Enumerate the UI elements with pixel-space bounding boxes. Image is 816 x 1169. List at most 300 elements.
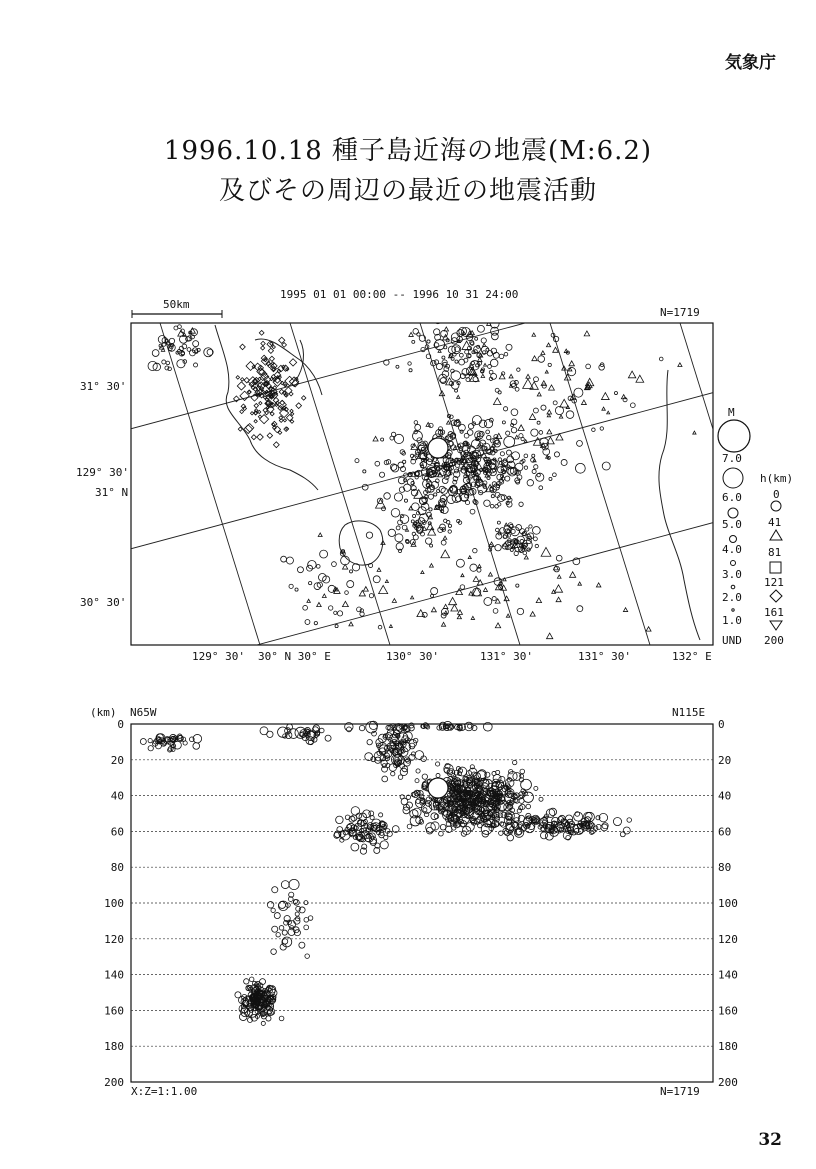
hypocenter — [351, 815, 357, 821]
hypocenter — [276, 933, 280, 937]
epicenter — [503, 407, 507, 411]
legend-m3-symbol — [731, 561, 736, 566]
epicenter — [431, 594, 434, 597]
hypocenter — [539, 797, 543, 801]
epicenter — [451, 333, 460, 342]
epicenter — [539, 486, 543, 490]
depth-tick-right: 200 — [718, 1076, 738, 1089]
epicenter — [384, 493, 391, 500]
epicenter — [527, 480, 533, 486]
legend-m-5: 3.0 — [722, 568, 742, 581]
epicenter — [352, 564, 359, 571]
epicenter — [490, 319, 499, 328]
epicenter — [187, 348, 191, 352]
hypocenter — [507, 834, 514, 841]
legend-h121-symbol — [770, 590, 782, 602]
epicenter — [429, 508, 432, 511]
epicenter — [436, 363, 442, 369]
epicenter — [531, 429, 538, 436]
hypocenter — [351, 807, 360, 816]
hypocenter — [520, 769, 525, 774]
epicenter — [477, 325, 484, 332]
epicenter — [545, 370, 548, 373]
hypocenter — [436, 773, 440, 777]
epicenter — [476, 364, 479, 367]
depth-tick-left: 80 — [110, 861, 124, 875]
hypocenter — [620, 832, 625, 837]
epicenter — [511, 529, 515, 533]
hypocenter — [351, 843, 359, 851]
legend-m4-symbol — [730, 536, 737, 543]
hypocenter — [423, 808, 427, 812]
epicenter — [427, 340, 430, 343]
epicenter — [581, 400, 586, 404]
lon-label-4: 131° 30' — [480, 650, 533, 663]
epicenter — [318, 533, 322, 537]
epicenter — [577, 440, 583, 446]
epicenter — [261, 346, 265, 350]
hypocenter — [267, 902, 274, 909]
section-left-dir: N65W — [130, 706, 157, 719]
epicenter — [404, 499, 407, 502]
epicenter — [519, 502, 523, 506]
epicenter — [533, 537, 537, 541]
epicenter — [379, 472, 384, 477]
map-epicenters — [148, 316, 696, 639]
epicenter — [483, 588, 487, 592]
epicenter — [381, 438, 384, 441]
hypocenter — [435, 762, 439, 766]
hypocenter — [261, 1021, 265, 1025]
epicenter — [240, 410, 244, 414]
epicenter — [449, 597, 457, 604]
epicenter — [511, 427, 517, 433]
epicenter — [178, 325, 182, 329]
epicenter — [305, 620, 310, 625]
epicenter — [286, 557, 293, 564]
epicenter — [499, 354, 504, 359]
hypocenter — [372, 731, 377, 736]
epicenter — [415, 424, 421, 430]
epicenter — [451, 338, 457, 344]
epicenter — [599, 364, 605, 370]
hypocenter — [540, 832, 547, 839]
epicenter — [258, 415, 261, 418]
epicenter — [345, 591, 349, 595]
epicenter — [475, 337, 478, 340]
hypocenter — [482, 830, 489, 837]
epicenter — [470, 564, 477, 571]
epicenter — [328, 606, 332, 610]
hypocenter — [623, 827, 630, 834]
epicenter — [559, 415, 563, 418]
epicenter — [504, 436, 515, 447]
epicenter — [468, 556, 471, 559]
depth-tick-right: 60 — [718, 825, 732, 839]
depth-tick-left: 120 — [104, 932, 124, 946]
epicenter — [659, 357, 663, 361]
epicenter — [524, 440, 527, 443]
epicenter — [405, 528, 408, 531]
epicenter — [602, 407, 605, 410]
hypocenter — [308, 916, 313, 921]
epicenter — [584, 331, 589, 336]
hypocenter — [365, 753, 373, 761]
hypocenter — [260, 727, 268, 735]
legend-m-6: 2.0 — [722, 591, 742, 604]
epicenter — [451, 371, 461, 381]
epicenter — [498, 391, 501, 394]
hypocenter — [513, 760, 517, 764]
hypocenter — [271, 949, 277, 955]
epicenter — [426, 422, 430, 426]
epicenter — [570, 572, 576, 578]
epicenter — [628, 371, 635, 378]
hypocenter — [287, 724, 293, 730]
hypocenter — [251, 1014, 258, 1021]
epicenter — [600, 427, 603, 430]
epicenter — [395, 534, 403, 542]
epicenter — [537, 421, 540, 424]
legend-m-title: M — [728, 406, 735, 419]
epicenter — [467, 430, 473, 436]
legend-m2-symbol — [731, 585, 735, 589]
depth-tick-right: 0 — [718, 718, 725, 731]
epicenter — [468, 424, 473, 429]
epicenter — [413, 514, 416, 517]
epicenter — [409, 332, 413, 336]
epicenter — [398, 477, 405, 484]
mainshock-marker — [428, 438, 448, 458]
epicenter — [289, 584, 293, 588]
lon-label-6: 132° E — [672, 650, 712, 663]
epicenter — [556, 597, 561, 602]
epicenter — [518, 425, 524, 431]
epicenter — [257, 434, 264, 441]
title-line-2: 及びその周辺の最近の地震活動 — [218, 176, 597, 206]
epicenter — [334, 611, 337, 614]
epicenter — [457, 615, 461, 619]
epicenter — [267, 433, 272, 438]
epicenter — [421, 571, 424, 574]
epicenter — [553, 401, 557, 405]
epicenter — [541, 381, 546, 386]
epicenter — [389, 625, 392, 628]
epicenter — [553, 473, 557, 477]
hypocenter — [466, 823, 474, 831]
epicenter — [566, 411, 574, 419]
epicenter — [678, 363, 682, 367]
epicenter — [495, 544, 501, 550]
epicenter — [443, 536, 447, 539]
hypocenter — [148, 746, 153, 751]
epicenter — [502, 421, 505, 424]
epicenter — [541, 405, 546, 410]
epicenter — [483, 343, 486, 346]
epicenter — [441, 488, 448, 495]
epicenter — [493, 352, 499, 358]
epicenter — [504, 352, 508, 356]
epicenter — [448, 530, 451, 533]
depth-tick-left: 180 — [104, 1040, 124, 1054]
epicenter — [363, 470, 366, 473]
epicenter — [240, 344, 246, 350]
epicenter — [541, 351, 545, 355]
depth-tick-right: 120 — [718, 932, 738, 946]
epicenter — [409, 369, 412, 372]
epicenter — [194, 363, 198, 367]
epicenter — [469, 592, 473, 596]
hypocenter — [382, 766, 388, 772]
epicenter — [379, 585, 388, 593]
epicenter — [166, 361, 170, 365]
epicenter — [259, 330, 264, 335]
epicenter — [491, 495, 494, 498]
epicenter — [251, 435, 256, 440]
epicenter — [412, 340, 415, 343]
epicenter — [498, 458, 502, 462]
epicenter — [347, 581, 354, 588]
epicenter — [366, 532, 372, 538]
title-line-1: 1996.10.18 種子島近海の地震(M:6.2) — [163, 136, 653, 166]
hypocenter — [281, 881, 289, 889]
epicenter — [264, 358, 267, 361]
hypocenter — [282, 930, 287, 935]
hypocenter — [282, 939, 287, 944]
hypocenter — [574, 812, 583, 821]
hypocenter — [402, 766, 408, 772]
epicenter — [451, 357, 454, 360]
lat-label-4: 30° 30' — [80, 596, 127, 609]
epicenter — [511, 409, 518, 416]
legend-m7-symbol — [718, 420, 750, 452]
hypocenter — [304, 925, 309, 930]
epicenter — [455, 389, 458, 392]
epicenter — [273, 442, 279, 448]
coastlines — [215, 325, 700, 640]
epicenter — [269, 356, 274, 361]
epicenter — [575, 463, 585, 473]
epicenter — [303, 605, 308, 610]
epicenter — [457, 395, 460, 398]
epicenter — [574, 388, 583, 397]
epicenter — [549, 385, 555, 390]
epicenter — [484, 363, 487, 366]
epicenter — [455, 360, 458, 363]
legend-h-title: h(km) — [760, 472, 794, 485]
epicenter — [417, 333, 420, 336]
epicenter — [487, 435, 491, 439]
epicenter — [554, 452, 559, 457]
epicenter — [524, 555, 528, 559]
hypocenter — [382, 776, 388, 782]
epicenter — [490, 359, 498, 367]
epicenter — [441, 622, 445, 626]
epicenter — [411, 520, 414, 523]
epicenter — [517, 368, 520, 371]
epicenter — [601, 393, 609, 400]
grid-line — [550, 323, 650, 645]
epicenter — [537, 392, 541, 396]
epicenter — [237, 382, 245, 390]
epicenter — [532, 333, 536, 336]
epicenter — [465, 350, 469, 354]
hypocenter — [468, 724, 472, 728]
lon-label-5: 131° 30' — [578, 650, 631, 663]
epicenter — [537, 473, 540, 476]
epicenter — [519, 434, 523, 438]
hypocenter — [279, 926, 284, 931]
epicenter — [430, 544, 433, 547]
epicenter — [290, 409, 293, 412]
depth-tick-left: 140 — [104, 968, 124, 982]
epicenter — [567, 367, 575, 375]
epicenter — [297, 567, 303, 573]
epicenter — [429, 564, 433, 568]
epicenter — [524, 454, 528, 458]
hypocenter — [415, 751, 424, 760]
epicenter — [308, 560, 317, 569]
hypocenter — [546, 809, 555, 818]
section-right-dir: N115E — [672, 706, 706, 719]
hypocenter — [596, 824, 601, 829]
epicenter — [460, 585, 465, 590]
epicenter — [317, 582, 322, 587]
epicenter — [547, 633, 553, 639]
epicenter — [546, 343, 550, 347]
epicenter — [349, 622, 353, 626]
epicenter — [500, 452, 504, 456]
hypocenter — [416, 769, 420, 773]
epicenter — [236, 376, 240, 380]
epicenter — [534, 465, 538, 469]
epicenter — [516, 584, 519, 587]
epicenter — [404, 484, 411, 491]
epicenter — [569, 361, 574, 366]
epicenter — [473, 548, 477, 552]
legend-h41-symbol — [770, 530, 782, 540]
map-frame — [131, 323, 713, 645]
legend-m5-symbol — [728, 508, 738, 518]
epicenter — [369, 594, 373, 598]
epicenter — [555, 406, 563, 414]
legend-h-2: 41 — [768, 516, 782, 529]
epicenter — [523, 551, 527, 555]
epicenter — [388, 529, 395, 536]
epicenter — [602, 462, 610, 470]
hypocenter — [424, 812, 429, 817]
legend-h-6: 200 — [764, 634, 784, 647]
hypocenter — [325, 735, 331, 741]
epicenter — [447, 495, 455, 503]
depth-tick-left: 60 — [110, 825, 124, 839]
epicenter — [470, 509, 475, 514]
legend — [718, 406, 793, 647]
depth-tick-left: 200 — [104, 1076, 124, 1089]
depth-tick-left: 20 — [110, 753, 124, 767]
depth-tick-left: 160 — [104, 1004, 124, 1018]
epicenter — [283, 419, 286, 422]
epicenter — [281, 556, 287, 562]
legend-m-2: 6.0 — [722, 491, 742, 504]
hypocenter — [336, 816, 344, 824]
epicenter — [529, 414, 535, 420]
hypocenter — [369, 811, 374, 816]
hypocenter — [235, 992, 241, 998]
hypocenter — [521, 779, 532, 790]
epicenter — [289, 359, 296, 366]
epicenter — [411, 486, 416, 491]
hypocenter — [380, 841, 388, 849]
epicenter — [391, 508, 400, 517]
epicenter — [492, 597, 496, 601]
epicenter — [538, 356, 545, 363]
epicenter — [492, 333, 499, 340]
legend-h-5: 161 — [764, 606, 784, 619]
epicenter — [535, 544, 538, 547]
hypocenter — [266, 1016, 271, 1021]
epicenter — [473, 576, 479, 581]
epicenter — [484, 419, 492, 427]
epicenter — [428, 528, 436, 535]
epicenter — [431, 588, 438, 595]
epicenter — [506, 614, 510, 617]
lon-label-3: 130° 30' — [386, 650, 439, 663]
hypocenter — [294, 899, 300, 905]
epicenter — [337, 611, 342, 616]
epicenter — [316, 565, 320, 569]
epicenter — [442, 356, 445, 359]
epicenter — [693, 431, 696, 434]
epicenter — [549, 477, 552, 480]
legend-h-4: 121 — [764, 576, 784, 589]
epicenter — [468, 354, 471, 357]
hypocenter — [384, 835, 388, 839]
epicenter — [427, 523, 434, 529]
epicenter — [268, 364, 272, 368]
hypocenter — [422, 774, 427, 779]
hypocenter — [515, 799, 519, 803]
epicenter — [460, 430, 463, 433]
epicenter — [515, 435, 519, 439]
epicenter — [547, 410, 552, 414]
epicenter — [554, 585, 562, 592]
epicenter — [532, 469, 536, 473]
epicenter — [481, 338, 486, 343]
epicenter — [443, 604, 448, 608]
hypocenter — [278, 901, 288, 911]
depth-tick-right: 160 — [718, 1004, 738, 1018]
epicenter — [459, 353, 463, 357]
epicenter — [529, 525, 532, 528]
epicenter — [431, 607, 436, 611]
depth-ticks-right — [718, 718, 738, 1089]
depth-tick-left: 40 — [110, 789, 124, 803]
lon-label-1: 129° 30' — [192, 650, 245, 663]
epicenter — [169, 338, 174, 343]
hypocenter — [369, 721, 377, 729]
epicenter — [375, 461, 380, 466]
scale-label: 50km — [163, 298, 190, 311]
epicenter — [254, 420, 257, 423]
epicenter — [511, 419, 517, 425]
hypocenters — [140, 721, 631, 1025]
epicenter — [533, 527, 541, 535]
hypocenter — [193, 743, 200, 750]
scale-bar — [132, 298, 222, 318]
legend-m-1: 7.0 — [722, 452, 742, 465]
epicenter — [606, 316, 610, 320]
